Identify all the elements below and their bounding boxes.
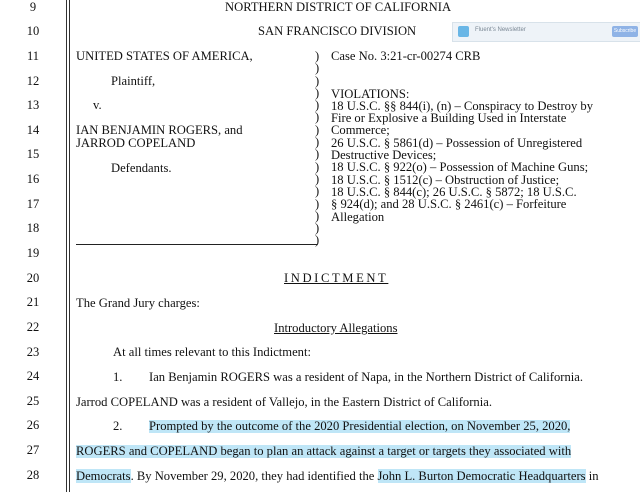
- plaintiff-name: UNITED STATES OF AMERICA,: [76, 49, 253, 63]
- subscribe-button[interactable]: Subscribe: [612, 26, 638, 37]
- defendant-name-1: IAN BENJAMIN ROGERS, and: [76, 123, 243, 137]
- newsletter-banner: [452, 22, 640, 42]
- highlight-headquarters: John L. Burton Democratic Headquarters: [377, 469, 586, 483]
- intro-sentence: At all times relevant to this Indictment:: [113, 345, 311, 359]
- highlight-democrats: Democrats: [76, 469, 131, 483]
- paragraph-2-line-3: [76, 470, 599, 483]
- defendants-label: Defendants.: [111, 161, 172, 175]
- line-number: 16: [26, 172, 40, 186]
- caption-underline: [76, 244, 317, 245]
- line-number: 12: [26, 74, 40, 88]
- paragraph-2-line-2: ROGERS and COPELAND began to plan an attack against a target or targets they associated with: [76, 444, 572, 458]
- line-number: 23: [26, 345, 40, 359]
- paragraph-number: 2.: [113, 419, 123, 433]
- defendant-name-2: JARROD COPELAND: [76, 136, 196, 150]
- violations-heading: VIOLATIONS:: [331, 87, 410, 101]
- newsletter-icon: [458, 26, 469, 37]
- paragraph-2-line-1: Prompted by the outcome of the 2020 Presidential election, on November 25, 2020,: [149, 419, 571, 433]
- grand-jury-charges: The Grand Jury charges:: [76, 296, 200, 310]
- violation-line: Commerce;: [331, 123, 390, 137]
- paragraph-1-line-2: Jarrod COPELAND was a resident of Vallejo, in the Eastern District of California.: [76, 395, 492, 409]
- newsletter-name: Fluent's Newsletter: [475, 27, 526, 33]
- violation-line: 18 U.S.C. § 844(c); 26 U.S.C. § 5872; 18 U.S.C.: [331, 185, 577, 199]
- violation-line: Destructive Devices;: [331, 148, 437, 162]
- plaintiff-label: Plaintiff,: [111, 74, 156, 88]
- case-number: Case No. 3:21-cr-00274 CRB: [331, 49, 481, 63]
- court-district-heading: NORTHERN DISTRICT OF CALIFORNIA: [225, 0, 452, 14]
- violation-line: 18 U.S.C. §§ 844(i), (n) – Conspiracy to Destroy by: [331, 99, 593, 113]
- line-number: 17: [26, 197, 40, 211]
- line-number: 20: [26, 271, 40, 285]
- caption-parentheses: ) ) ) ) ) ) ) ) ) ) ) ) ) ) ) ): [315, 49, 320, 248]
- violation-line: Fire or Explosive a Building Used in Interstate: [331, 111, 567, 125]
- line-number: 22: [26, 320, 40, 334]
- violation-line: 18 U.S.C. § 922(o) – Possession of Machine Guns;: [331, 160, 589, 174]
- line-number: 25: [26, 394, 40, 408]
- line-number: 11: [26, 49, 40, 63]
- line-number: 28: [26, 468, 40, 482]
- line-number: 10: [26, 24, 40, 38]
- line-number: 26: [26, 418, 40, 432]
- margin-rule-inner: [69, 0, 70, 492]
- paragraph-2-text: . By November 29, 2020, they had identified the: [130, 469, 378, 483]
- paragraph-2-text-end: in: [585, 469, 599, 483]
- line-number: 18: [26, 221, 40, 235]
- line-number: 13: [26, 98, 40, 112]
- indictment-title: INDICTMENT: [284, 271, 389, 285]
- violation-line: 26 U.S.C. § 5861(d) – Possession of Unregistered: [331, 136, 583, 150]
- paragraph-number: 1.: [113, 370, 123, 384]
- court-division-heading: SAN FRANCISCO DIVISION: [258, 24, 417, 38]
- versus-label: v.: [93, 98, 102, 112]
- margin-rule-outer: [66, 0, 67, 492]
- line-number: 27: [26, 443, 40, 457]
- violation-line: § 924(d); and 28 U.S.C. § 2461(c) – Forfeiture: [331, 197, 567, 211]
- line-number: 19: [26, 246, 40, 260]
- line-number: 15: [26, 147, 40, 161]
- paragraph-1-line-1: Ian Benjamin ROGERS was a resident of Napa, in the Northern District of California.: [149, 370, 584, 384]
- line-number: 14: [26, 123, 40, 137]
- line-number: 9: [29, 0, 37, 14]
- line-number: 24: [26, 369, 40, 383]
- violation-line: 18 U.S.C. § 1512(c) – Obstruction of Justice;: [331, 173, 560, 187]
- line-number: 21: [26, 295, 40, 309]
- violation-line: Allegation: [331, 210, 385, 224]
- section-heading: Introductory Allegations: [274, 321, 398, 335]
